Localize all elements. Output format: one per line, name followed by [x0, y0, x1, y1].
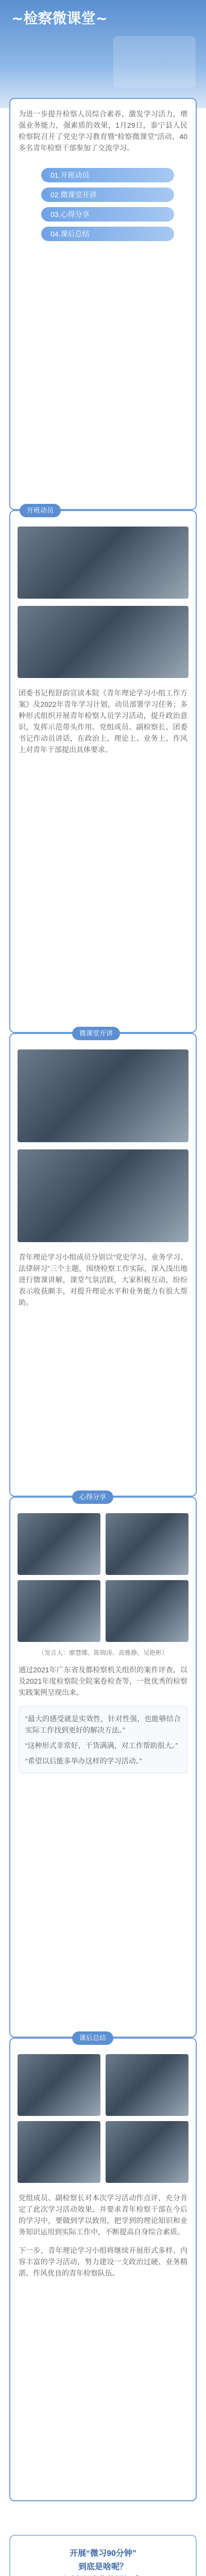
lecture-paragraph: 青年理论学习小组成员分别以“党史学习、业务学习、法律研习”三个主题，围绕检察工作实际，深入浅出地进行微课讲解，课堂气氛活跃，大家积极互动，纷纷表示收获颇丰，对提升理论水平和业务能力有很大帮助。: [19, 1253, 187, 1307]
section-kickoff: [9, 506, 197, 1033]
toc-item-1[interactable]: 01.开班动员: [41, 168, 174, 182]
section-summary: [9, 2034, 197, 2501]
summary-paragraph-2: 下一步，青年理论学习小组将继续开展形式多样、内容丰富的学习活动，努力建设一支政治过硬、业务精湛、作风优良的青年检察队伍。: [19, 2246, 187, 2277]
lecture-photo-2: [18, 1149, 188, 1242]
tag-lecture: 微课堂开讲: [72, 1027, 120, 1040]
header-banner: [0, 0, 206, 108]
intro-paragraph: 为进一步提升检察人员综合素养，激发学习活力，增强业务能力，强素质的效果，1月29日，泰宁县人民检察院召开了党史学习教育暨“检察微课堂”活动，40多名青年检察干部参加了交流学习。: [19, 110, 187, 152]
kickoff-paragraph: 团委书记程舒韵宣读本院《青年理论学习小组工作方案》及2022年青年学习计划，动员部署学习任务；多种形式组织开展青年检察人员学习活动，提升政治意识，发挥示范带头作用。党组成员、副检察长、团委书记作动员讲话，在政治上、理论上、业务上、作风上对青年干部提出具体要求。: [19, 689, 187, 754]
tag-summary: 课后总结: [72, 2031, 113, 2045]
toc-item-2[interactable]: 02.微课堂开讲: [41, 188, 174, 202]
promo-title: 开展“微习90分钟” 到底是啥呢？: [70, 2549, 136, 2571]
summary-photo-1: [18, 2054, 100, 2116]
share-photo-4: [106, 1580, 188, 1642]
tag-share: 心得分享: [72, 1490, 113, 1504]
section-share: [9, 1493, 197, 2038]
share-quote-1: “最大的感受就是实效性，针对性强，也能够结合实际工作找到更好的解决方法。”: [25, 1715, 181, 1734]
share-quote-2: “这种形式非常好，干货满满，对工作帮助很大。”: [25, 1741, 178, 1750]
header-graphic: [113, 36, 196, 88]
toc-item-4[interactable]: 04.课后总结: [41, 227, 174, 241]
share-paragraph-1: 通过2021年广东省及都检察机关组织的案件评查，以及2021年度检察院全院案卷检查等，一批优秀的检察实践案例呈现出来。: [19, 1666, 187, 1697]
summary-paragraph-1: 党组成员、副检察长对本次学习活动作点评，充分肯定了此次学习活动效果，并要求青年检察干部在今后的学习中，要做到学以致用，把学到的理论知识和业务知识运用到实际工作中，不断提高自身综合素质。: [19, 2194, 187, 2236]
toc: [41, 168, 196, 241]
lecture-photo-1: [18, 1049, 188, 1142]
share-photo-2: [106, 1513, 188, 1575]
section-lecture: [9, 1029, 197, 1497]
page-title: ~检察微课堂~: [11, 10, 108, 27]
kickoff-photo-1: [18, 527, 188, 599]
tag-kickoff: 开班动员: [20, 504, 61, 517]
kickoff-photo-2: [18, 606, 188, 678]
toc-item-3[interactable]: 03.心得分享: [41, 207, 174, 222]
summary-photo-4: [106, 2121, 188, 2183]
summary-photo-3: [18, 2121, 100, 2183]
intro-card: [9, 98, 197, 510]
share-photo-3: [18, 1580, 100, 1642]
share-photo-1: [18, 1513, 100, 1575]
promo-card: [9, 2535, 197, 2576]
share-caption: （发言人：廖慧娜、陈锦涛、高雅静、吴艳彬）: [38, 1649, 168, 1656]
share-quote-3: “希望以后能多举办这样的学习活动。”: [25, 1757, 142, 1765]
summary-photo-2: [106, 2054, 188, 2116]
